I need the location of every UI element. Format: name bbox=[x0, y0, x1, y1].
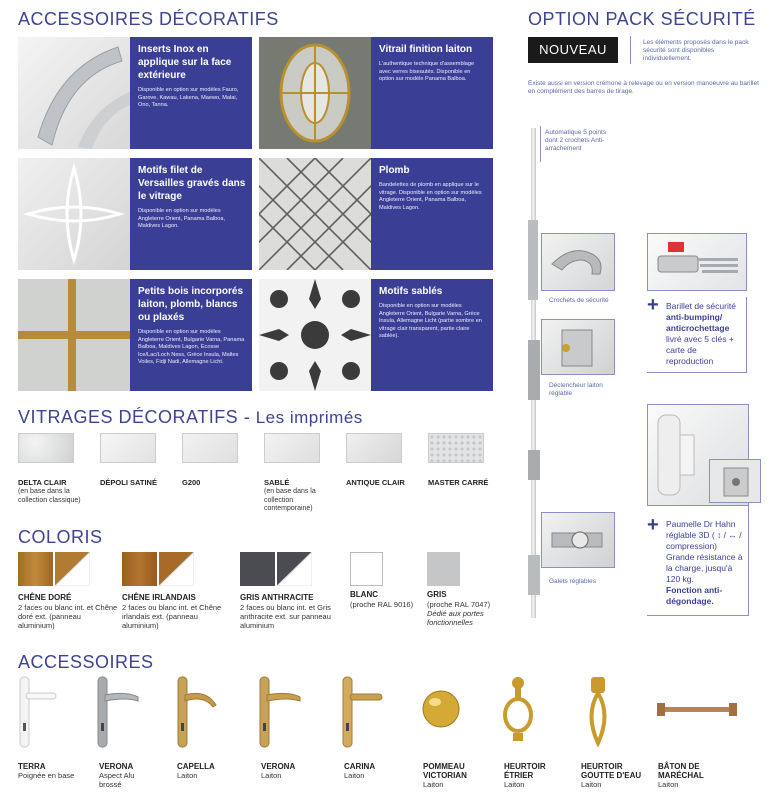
accessoire-label: POMMEAU VICTORIAN bbox=[423, 762, 467, 780]
card-title: Petits bois incorporés laiton, plomb, blancs ou plaxés bbox=[138, 286, 244, 323]
galets-label: Galets réglables bbox=[549, 578, 596, 585]
handle-carina-icon bbox=[341, 675, 385, 750]
vitrage-label: MASTER CARRÉ bbox=[428, 478, 489, 487]
card-desc: Disponible en option sur modèles Angleterre Orient, Bulgarie Varna, Panama Balboa, Maldives Lagon, Ecosse Ice/Lac/Loch Ness, Grèce Insula, Maltes Voiles, Fidji Nadi, Allemagne Licht. bbox=[138, 329, 245, 366]
vitrage-swatch-delta bbox=[18, 433, 74, 463]
coloris-title: COLORIS bbox=[18, 527, 103, 547]
card-title: Motifs filet de Versailles gravés dans le vitrage bbox=[138, 165, 246, 202]
decor-card-inox bbox=[18, 37, 252, 149]
accessoire-label: VERONA bbox=[99, 762, 134, 771]
decor-card-petits-bois bbox=[18, 279, 252, 391]
accessoire-label: BÂTON DE MARÉCHAL bbox=[658, 762, 704, 780]
vitrages-title-dash: - bbox=[238, 407, 256, 427]
paumelle-inset-photo bbox=[709, 459, 761, 503]
vitrail-image bbox=[259, 37, 371, 149]
inox-panel bbox=[130, 37, 252, 149]
handle-verona-alu-icon bbox=[96, 675, 140, 750]
card-title: Plomb bbox=[379, 165, 410, 176]
lock-bottom bbox=[528, 555, 540, 595]
pommeau-victorian-icon bbox=[420, 688, 462, 730]
petits-bois-image bbox=[18, 279, 130, 391]
decor-card-sables bbox=[259, 279, 493, 391]
vitrage-label: G200 bbox=[182, 478, 201, 487]
decor-card-versailles bbox=[18, 158, 252, 270]
lock-box bbox=[528, 340, 540, 400]
accessoire-label: CAPELLA bbox=[177, 762, 215, 771]
coloris-label: BLANC bbox=[350, 590, 378, 599]
heurtoir-etrier-icon bbox=[501, 675, 535, 745]
barillet-bold: anti-bumping/ anticrochettage bbox=[666, 312, 730, 333]
vitrages-title-sub: Les imprimés bbox=[255, 408, 363, 427]
vitrage-label: DELTA CLAIR bbox=[18, 478, 67, 487]
handle-capella-icon bbox=[176, 675, 220, 750]
heurtoir-goutte-icon bbox=[581, 675, 615, 747]
barillet-text bbox=[666, 301, 746, 367]
vitrage-swatch-master bbox=[428, 433, 484, 463]
barillet-photo bbox=[647, 233, 747, 291]
handle-verona-laiton-icon bbox=[258, 675, 302, 750]
card-desc: Bandelettes de plomb en applique sur le vitrage. Disponible en option sur modèles Angleterre Orient, Panama Balboa, Maldives Lagon. bbox=[379, 182, 482, 211]
vitrages-title-main: VITRAGES DÉCORATIFS bbox=[18, 407, 239, 427]
vitrage-swatch-sable bbox=[264, 433, 320, 463]
vitrages-title bbox=[18, 407, 363, 428]
coloris-sub: 2 faces ou blanc int. et Chêne irlandais ext. (panneau aluminium) bbox=[122, 603, 222, 630]
badge-divider bbox=[630, 36, 631, 64]
vitrage-swatch-g200 bbox=[182, 433, 238, 463]
vitrage-label: SABLÉ bbox=[264, 478, 290, 487]
coloris-swatch-blanc bbox=[350, 552, 383, 586]
coloris-sub: 2 faces ou blanc int. et Gris anthracite ext. sur panneau aluminium bbox=[240, 603, 331, 630]
securite-intro: Existe aussi en version crémone à relevage ou en version manoeuvre au barillet en complément des barres de tirage. bbox=[528, 80, 759, 95]
badge-note: Les éléments proposés dans le pack sécurité sont disponibles individuellement. bbox=[643, 39, 749, 62]
accessoire-label: CARINA bbox=[344, 762, 376, 771]
vitrage-swatch-antique bbox=[346, 433, 402, 463]
callout-line bbox=[540, 126, 541, 162]
paumelle-bold: Fonction anti-dégondage. bbox=[666, 585, 723, 606]
coloris-swatch-chene-irlandais bbox=[122, 552, 194, 586]
decor-card-plomb bbox=[259, 158, 493, 270]
baton-marechal-icon bbox=[655, 700, 739, 720]
vitrage-label: DÉPOLI SATINÉ bbox=[100, 478, 157, 487]
crochets-label: Crochets de sécurité bbox=[549, 297, 609, 304]
accessoire-sub: Laiton bbox=[261, 771, 282, 780]
coloris-label: GRIS ANTHRACITE bbox=[240, 593, 314, 602]
coloris-label: GRIS bbox=[427, 590, 447, 599]
inox-image bbox=[18, 37, 130, 149]
coloris-label: CHÊNE DORÉ bbox=[18, 593, 72, 602]
coloris-sub: (proche RAL 7047) bbox=[427, 600, 491, 609]
paumelle-text bbox=[666, 519, 746, 607]
crochets-photo bbox=[541, 233, 615, 291]
decor-title: ACCESSOIRES DÉCORATIFS bbox=[18, 9, 279, 29]
card-desc: Disponible en option sur modèles Angleterre Orient, Bulgarie Varna, Grèce Insula, Allemagne Licht (partie sombre en vitrage clair transparent, partie claire sablée). bbox=[379, 303, 482, 340]
accessoire-label: HEURTOIR ÉTRIER bbox=[504, 762, 546, 780]
card-desc: Disponible en option sur modèles Angleterre Orient, Panama Balboa, Maldives Lagon. bbox=[138, 208, 226, 230]
sables-panel bbox=[371, 279, 493, 391]
declencheur-label: Déclencheur laiton réglable bbox=[549, 382, 603, 397]
vitrail-panel bbox=[371, 37, 493, 149]
accessoire-sub: Laiton bbox=[423, 780, 444, 789]
card-title: Motifs sablés bbox=[379, 286, 443, 297]
coloris-sub: (proche RAL 9016) bbox=[350, 600, 414, 609]
plomb-image bbox=[259, 158, 371, 270]
paumelle-desc: Paumelle Dr Hahn réglable 3D ( ↕ / ↔ / compression) Grande résistance à la charge, jusqu'à 120 kg. bbox=[666, 519, 743, 584]
card-title: Vitrail finition laiton bbox=[379, 44, 473, 55]
card-title: Inserts Inox en applique sur la face extérieure bbox=[138, 44, 232, 81]
accessoire-label: VERONA bbox=[261, 762, 296, 771]
barillet-title: Barillet de sécurité bbox=[666, 301, 736, 311]
accessoires-title: ACCESSOIRES bbox=[18, 652, 154, 672]
plus-icon: + bbox=[647, 514, 659, 536]
accessoire-sub: Laiton bbox=[658, 780, 679, 789]
nouveau-badge: NOUVEAU bbox=[528, 37, 618, 63]
vitrage-swatch-depoli bbox=[100, 433, 156, 463]
securite-title: OPTION PACK SÉCURITÉ bbox=[528, 9, 756, 29]
coloris-swatch-chene-dore bbox=[18, 552, 90, 586]
vitrage-sub: (en base dans la collection contemporaine) bbox=[264, 488, 316, 512]
coloris-label: CHÊNE IRLANDAIS bbox=[122, 593, 196, 602]
petits-bois-panel bbox=[130, 279, 252, 391]
versailles-panel bbox=[130, 158, 252, 270]
coloris-sub: 2 faces ou blanc int. et Chêne doré ext. (panneau aluminium) bbox=[18, 603, 118, 630]
accessoire-sub: Laiton bbox=[504, 780, 525, 789]
handle-terra-icon bbox=[18, 675, 58, 750]
plomb-panel bbox=[371, 158, 493, 270]
vitrage-label: ANTIQUE CLAIR bbox=[346, 478, 405, 487]
accessoire-sub: Poignée en base bbox=[18, 771, 75, 780]
coloris-swatch-gris-anthracite bbox=[240, 552, 312, 586]
sables-image bbox=[259, 279, 371, 391]
coloris-swatch-gris bbox=[427, 552, 460, 586]
vitrage-sub: (en base dans la collection classique) bbox=[18, 488, 81, 504]
accessoire-sub: Laiton bbox=[581, 780, 602, 789]
plus-icon: + bbox=[647, 294, 659, 316]
declencheur-photo bbox=[541, 319, 615, 375]
galets-photo bbox=[541, 512, 615, 568]
lock-hook-upper bbox=[528, 220, 538, 300]
accessoire-label: HEURTOIR GOUTTE D'EAU bbox=[581, 762, 642, 780]
accessoire-sub: Laiton bbox=[344, 771, 365, 780]
auto-note: Automatique 5 points dont 2 crochets Anti-arrachement bbox=[545, 129, 607, 152]
accessoire-label: TERRA bbox=[18, 762, 46, 771]
card-desc: Disponible en option sur modèles Fauro, Garove, Kawau, Lakena, Maewo, Malai, Ono, Tanna. bbox=[138, 87, 239, 109]
accessoire-sub: Aspect Alu brossé bbox=[99, 771, 135, 789]
card-desc: L'authentique technique d'assemblage avec verres biseautés. Disponible en option sur modèle Panama Balboa. bbox=[379, 61, 475, 83]
versailles-image bbox=[18, 158, 130, 270]
barillet-rest: livré avec 5 clés + carte de reproduction bbox=[666, 334, 734, 366]
decor-card-vitrail bbox=[259, 37, 493, 149]
accessoire-sub: Laiton bbox=[177, 771, 198, 780]
coloris-sub2: Dédié aux portes fonctionnelles bbox=[427, 609, 484, 627]
lock-hook-lower bbox=[528, 450, 540, 480]
